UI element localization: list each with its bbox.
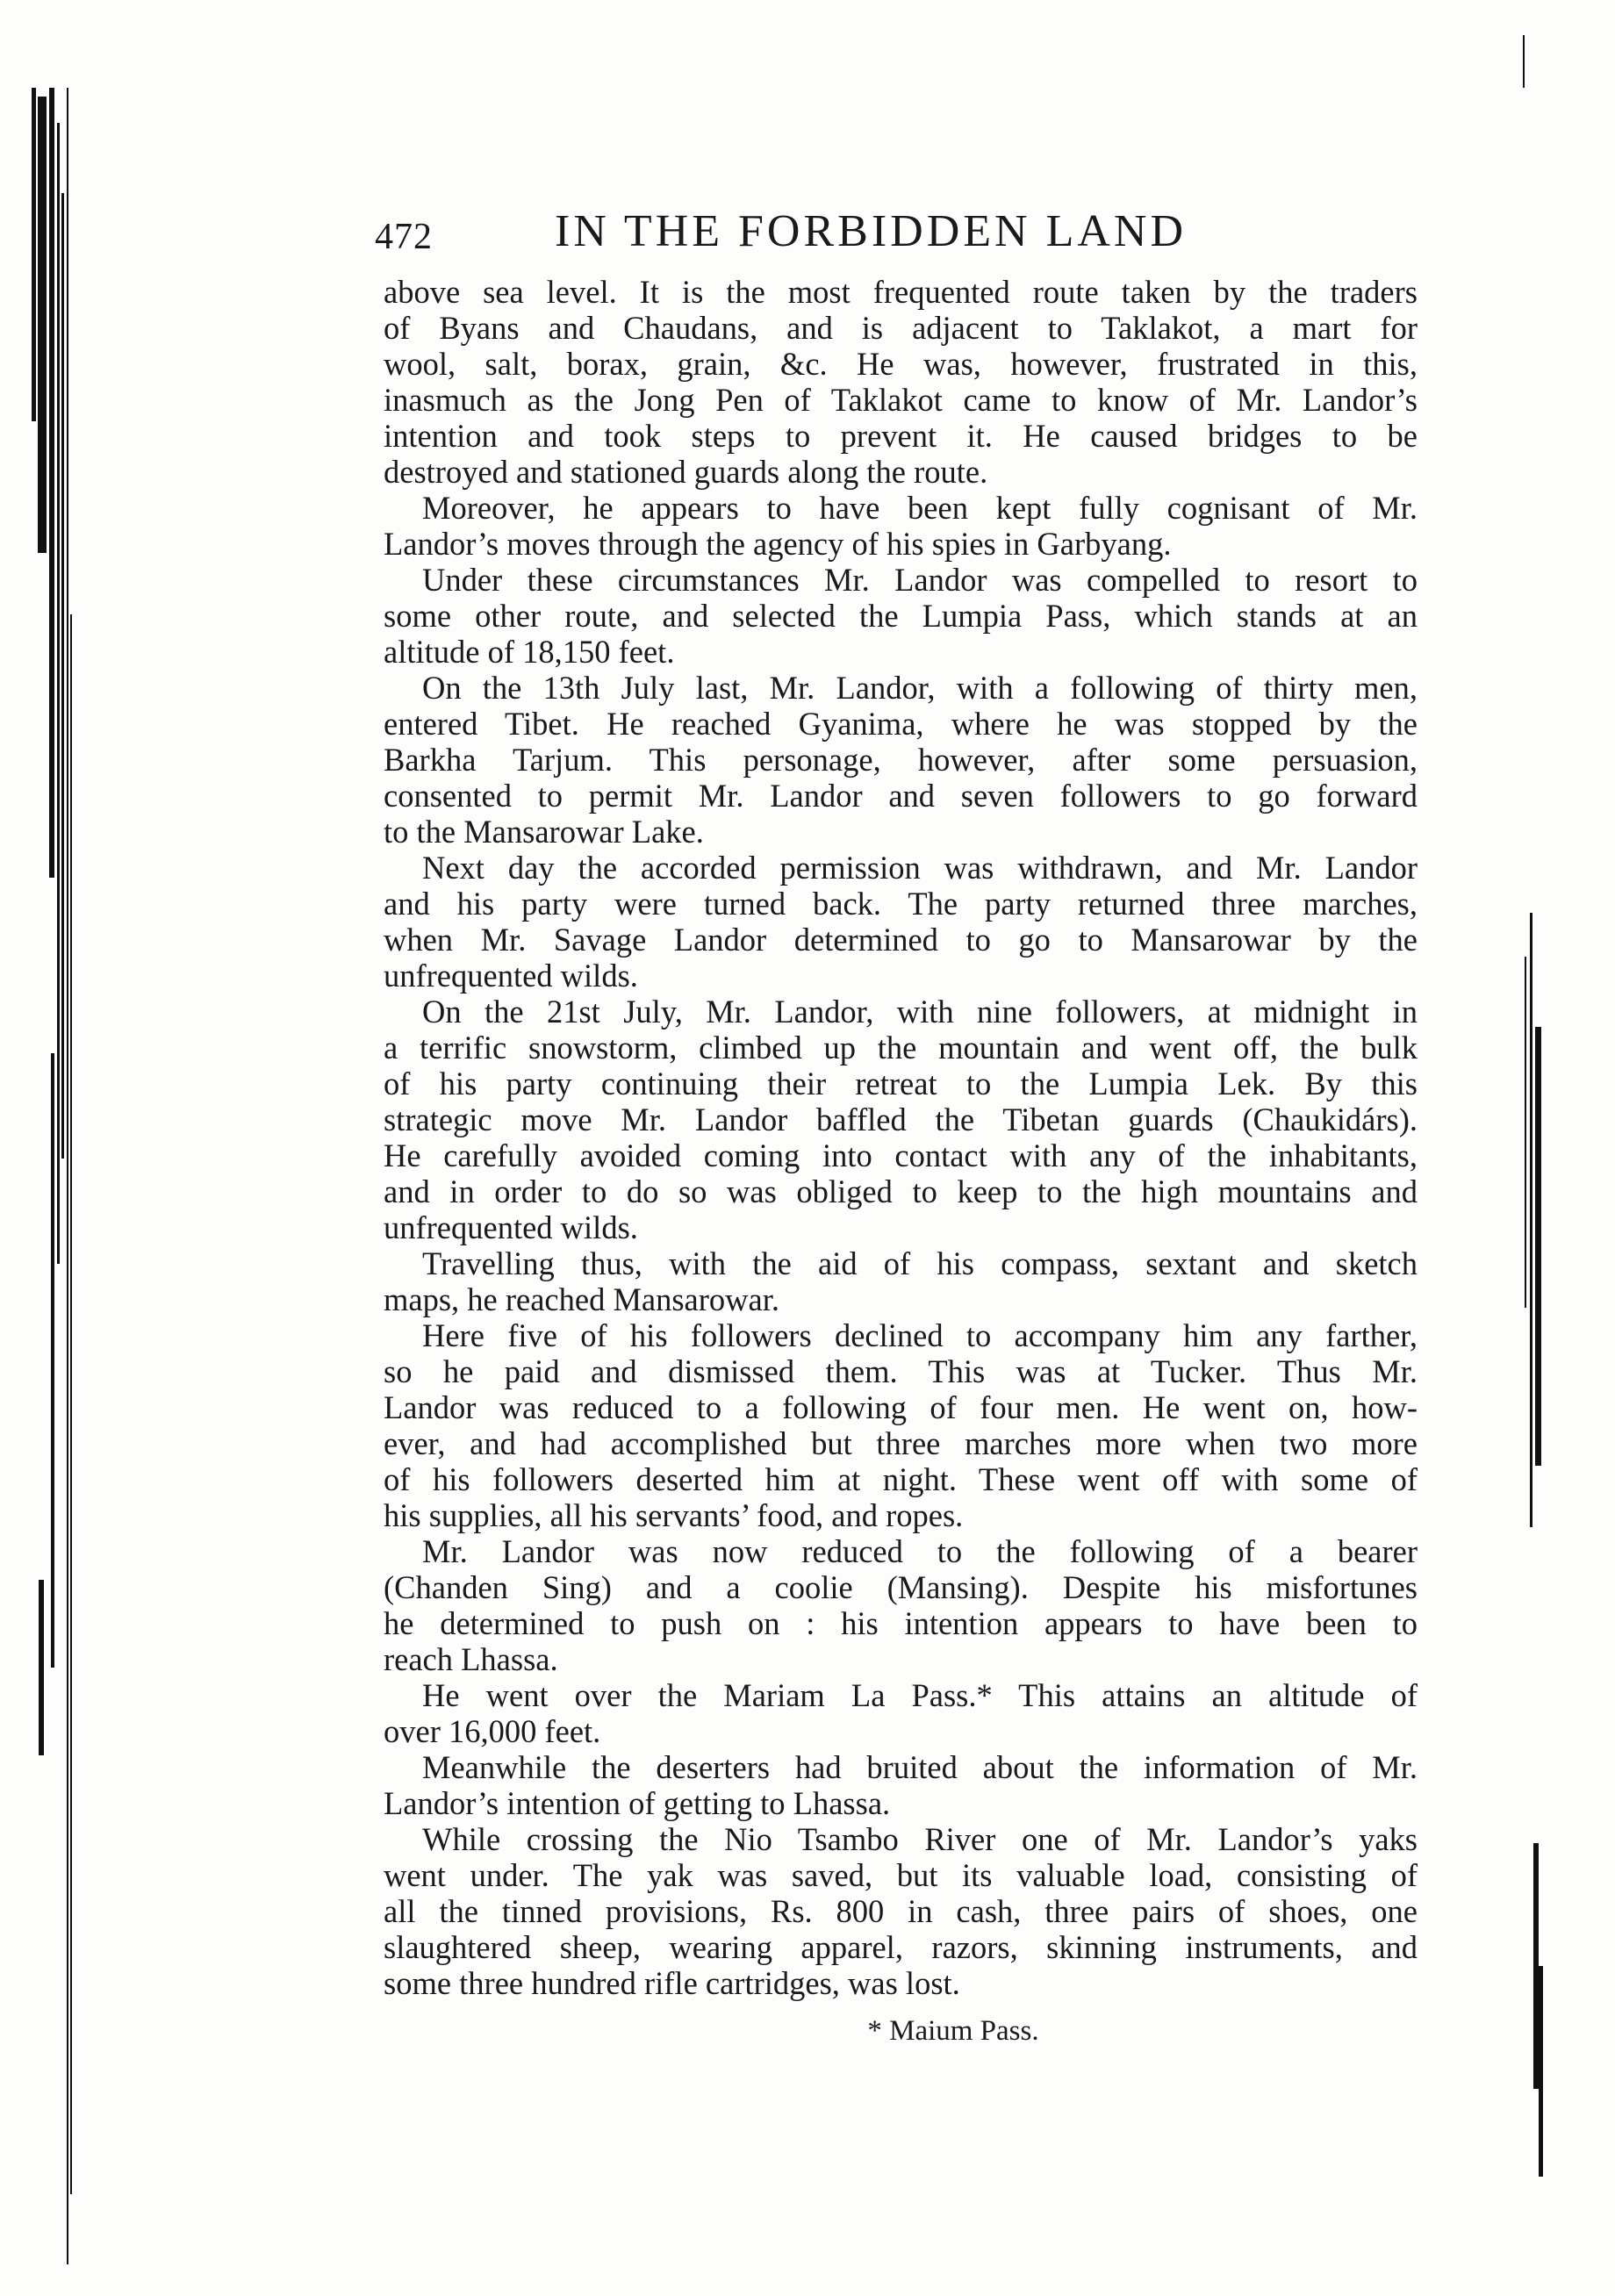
text-line: his supplies, all his servants’ food, and ropes. — [384, 1497, 964, 1533]
text-line: Here five of his followers declined to accompany him any farther, — [422, 1317, 1418, 1353]
text-line: when Mr. Savage Landor determined to go to Mansarowar by the — [384, 922, 1418, 958]
text-line: While crossing the Nio Tsambo River one of Mr. Landor’s yaks — [422, 1821, 1418, 1857]
text-line: strategic move Mr. Landor baffled the Tibetan guards (Chaukidárs). — [384, 1101, 1418, 1137]
text-line: went under. The yak was saved, but its valuable load, consisting of — [384, 1857, 1418, 1893]
scan-edge-mark — [38, 97, 47, 553]
text-line: consented to permit Mr. Landor and seven followers to go forward — [384, 778, 1418, 814]
text-line: wool, salt, borax, grain, &c. He was, however, frustrated in this, — [384, 346, 1418, 382]
scan-edge-mark — [67, 88, 68, 2264]
text-line: Landor was reduced to a following of four men. He went on, how- — [384, 1389, 1418, 1425]
scan-edge-mark — [39, 1580, 44, 1755]
text-line: reach Lhassa. — [384, 1641, 558, 1677]
text-line: and his party were turned back. The party returned three marches, — [384, 886, 1418, 922]
text-line: ever, and had accomplished but three marches more when two more — [384, 1425, 1418, 1461]
text-line: Landor’s moves through the agency of his spies in Garbyang. — [384, 526, 1172, 562]
text-line: all the tinned provisions, Rs. 800 in cash, three pairs of shoes, one — [384, 1893, 1418, 1929]
text-line: Travelling thus, with the aid of his compass, sextant and sketch — [422, 1245, 1418, 1281]
scan-edge-left — [32, 88, 84, 2282]
scan-edge-right — [1514, 35, 1549, 2264]
text-line: Under these circumstances Mr. Landor was compelled to resort to — [422, 562, 1418, 598]
text-line: Mr. Landor was now reduced to the following of a bearer — [422, 1533, 1418, 1569]
scan-edge-mark — [1525, 957, 1526, 1308]
scan-edge-mark — [1523, 35, 1525, 88]
text-line: above sea level. It is the most frequented route taken by the traders — [384, 274, 1418, 310]
scan-edge-mark — [61, 193, 64, 1159]
scan-edge-mark — [70, 614, 72, 2194]
scan-edge-mark — [1539, 1966, 1543, 2177]
text-line: On the 21st July, Mr. Landor, with nine followers, at midnight in — [422, 994, 1418, 1030]
text-line: (Chanden Sing) and a coolie (Mansing). Despite his misfortunes — [384, 1569, 1418, 1605]
text-line: On the 13th July last, Mr. Landor, with a following of thirty men, — [422, 670, 1418, 706]
text-line: intention and took steps to prevent it. He caused bridges to be — [384, 418, 1418, 454]
text-line: some three hundred rifle cartridges, was lost. — [384, 1965, 960, 2001]
text-line: entered Tibet. He reached Gyanima, where he was stopped by the — [384, 706, 1418, 742]
text-line: Next day the accorded permission was withdrawn, and Mr. Landor — [422, 850, 1418, 886]
text-line: maps, he reached Mansarowar. — [384, 1281, 779, 1317]
running-header — [375, 205, 1419, 267]
text-line: he determined to push on : his intention appears to have been to — [384, 1605, 1418, 1641]
text-line: so he paid and dismissed them. This was at Tucker. Thus Mr. — [384, 1353, 1418, 1389]
text-line: Landor’s intention of getting to Lhassa. — [384, 1785, 891, 1821]
text-line: Barkha Tarjum. This personage, however, after some persuasion, — [384, 742, 1418, 778]
text-line: some other route, and selected the Lumpia Pass, which stands at an — [384, 598, 1418, 634]
scan-edge-mark — [1530, 913, 1532, 1527]
footnote: * Maium Pass. — [867, 2015, 1039, 2047]
body-text — [384, 274, 1418, 2001]
scan-edge-mark — [1535, 1027, 1541, 1466]
text-line: slaughtered sheep, wearing apparel, razors, skinning instruments, and — [384, 1929, 1418, 1965]
text-line: He carefully avoided coming into contact with any of the inhabitants, — [384, 1137, 1418, 1173]
text-line: over 16,000 feet. — [384, 1713, 601, 1749]
text-line: unfrequented wilds. — [384, 958, 638, 994]
running-title: IN THE FORBIDDEN LAND — [555, 206, 1188, 256]
scan-edge-mark — [32, 88, 36, 421]
text-line: inasmuch as the Jong Pen of Taklakot came to know of Mr. Landor’s — [384, 382, 1418, 418]
text-line: a terrific snowstorm, climbed up the mountain and went off, the bulk — [384, 1030, 1418, 1065]
text-line: altitude of 18,150 feet. — [384, 634, 675, 670]
text-line: of Byans and Chaudans, and is adjacent to Taklakot, a mart for — [384, 310, 1418, 346]
text-line: destroyed and stationed guards along the route. — [384, 454, 988, 490]
scan-edge-mark — [57, 123, 60, 1264]
text-line: Meanwhile the deserters had bruited about the information of Mr. — [422, 1749, 1418, 1785]
text-line: to the Mansarowar Lake. — [384, 814, 704, 850]
text-line: of his followers deserted him at night. These went off with some of — [384, 1461, 1418, 1497]
page-number: 472 — [375, 217, 433, 257]
text-line: unfrequented wilds. — [384, 1209, 638, 1245]
text-line: of his party continuing their retreat to the Lumpia Lek. By this — [384, 1065, 1418, 1101]
text-line: He went over the Mariam La Pass.* This attains an altitude of — [422, 1677, 1418, 1713]
text-line: Moreover, he appears to have been kept fully cognisant of Mr. — [422, 490, 1418, 526]
scan-edge-mark — [49, 88, 54, 878]
scan-edge-mark — [51, 1053, 54, 1668]
text-line: and in order to do so was obliged to keep to the high mountains and — [384, 1173, 1418, 1209]
